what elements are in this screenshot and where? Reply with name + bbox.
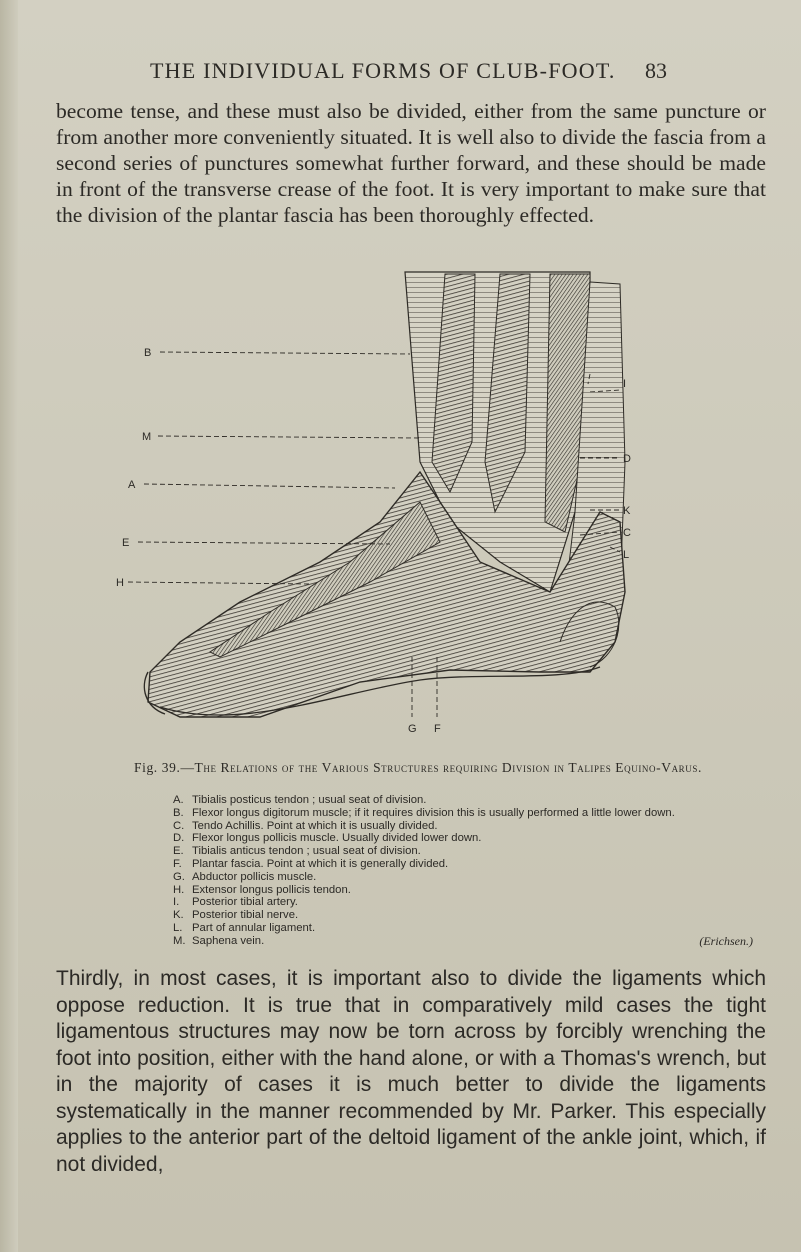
label-I: I <box>623 378 627 390</box>
legend-item: D. Flexor longus pollicis muscle. Usually divided lower down. <box>173 832 482 845</box>
legend-item: M. Saphena vein. (Erichsen.) <box>173 933 753 948</box>
legend-item: I. Posterior tibial artery. <box>173 896 298 909</box>
figure-legend <box>173 794 753 948</box>
label-H: H <box>116 577 124 589</box>
figure-caption <box>134 760 754 776</box>
label-E: E <box>122 537 130 549</box>
label-M: M <box>142 431 152 443</box>
legend-item: K. Posterior tibial nerve. <box>173 909 299 922</box>
legend-item: H. Extensor longus pollicis tendon. <box>173 883 351 896</box>
legend-item: L. Part of annular ligament. <box>173 921 316 934</box>
label-L: L <box>623 549 630 561</box>
page-number: 83 <box>645 58 667 83</box>
running-head-title: THE INDIVIDUAL FORMS OF CLUB-FOOT. <box>150 58 616 83</box>
legend-item: F. Plantar fascia. Point at which it is generally divided. <box>173 857 449 870</box>
paragraph-bottom: Thirdly, in most cases, it is important also to divide the ligaments which oppose reduction. It is true that in comparatively mild cases the tight ligamentous structures may now be torn across by forcibly wrenching the foot into position, either with the hand alone, or with a Thomas's wrench, but in the majority of cases it is much better to divide the ligaments systematically in the manner recommended by Mr. Parker. This especially applies to the anterior part of the deltoid ligament of the ankle joint, which, if not divided, <box>56 967 766 1176</box>
figure-number: Fig. 39. <box>134 760 181 775</box>
paragraph-top: become tense, and these must also be divided, either from the same puncture or from another more conveniently situated. It is well also to divide the fascia from a second series of punctures somewhat further forward, and these should be made in front of the transverse crease of the foot. It is very important to make sure that the division of the plantar fascia has been thoroughly effected. <box>56 99 766 227</box>
legend-item: A. Tibialis posticus tendon ; usual seat of division. <box>173 794 427 806</box>
label-D: D <box>623 453 631 465</box>
legend-item: E. Tibialis anticus tendon ; usual seat of division. <box>173 845 421 858</box>
foot-illustration <box>116 262 680 750</box>
label-B: B <box>144 347 152 359</box>
figure-caption-text: —The Relations of the Various Structures requiring Division in Talipes Equino-Varus. <box>180 760 702 775</box>
figure-attribution: (Erichsen.) <box>699 933 753 948</box>
legend-item: B. Flexor longus digitorum muscle; if it requires division this is usually performed a little lower down. <box>173 806 675 819</box>
running-head <box>0 58 801 86</box>
anatomical-figure <box>116 262 680 750</box>
label-F: F <box>434 723 441 735</box>
legend-item: C. Tendo Achillis. Point at which it is usually divided. <box>173 819 438 832</box>
legend-item: G. Abductor pollicis muscle. <box>173 870 317 883</box>
label-A: A <box>128 479 136 491</box>
label-K: K <box>623 505 631 517</box>
label-G: G <box>408 723 417 735</box>
label-C: C <box>623 527 631 539</box>
page-gutter <box>0 0 18 1252</box>
